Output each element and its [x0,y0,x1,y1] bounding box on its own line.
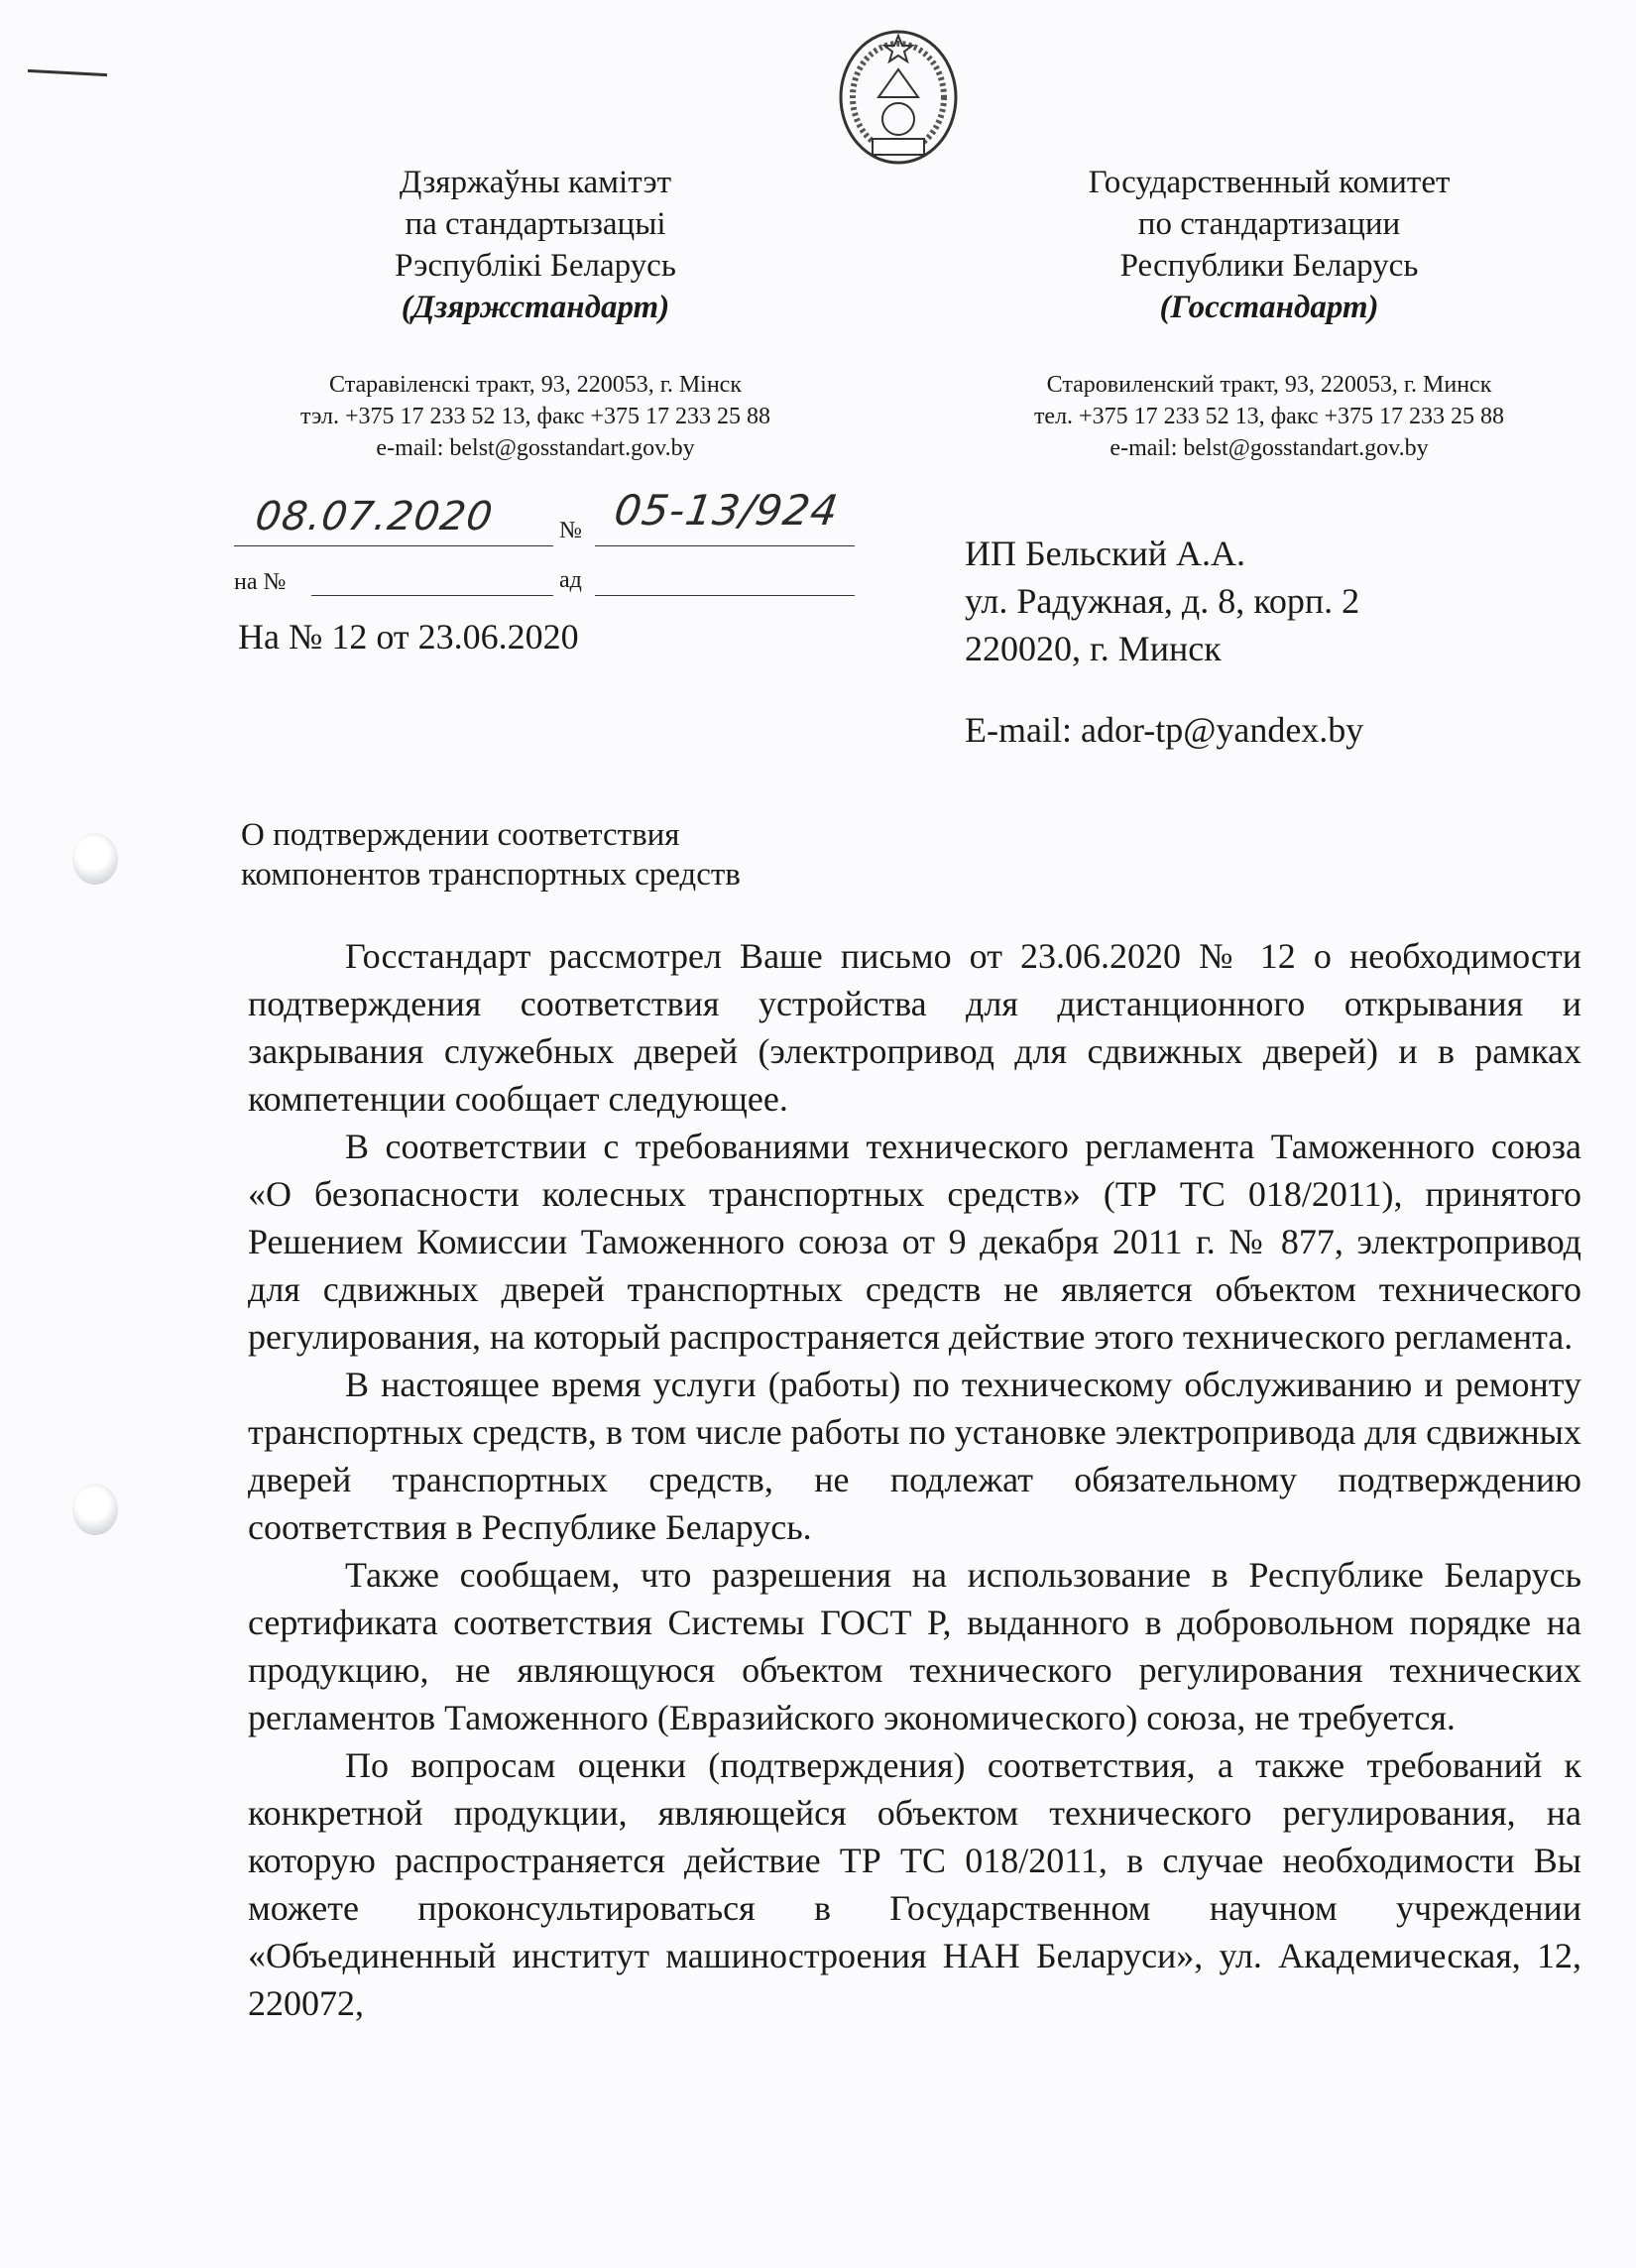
address-line: Старавіленскі тракт, 93, 220053, г. Мінск [329,372,742,398]
subject-line: О подтверждении соответствия [241,817,680,853]
number-label: № [559,518,582,543]
ref-date-field [595,567,855,596]
org-name-line: Государственный комитет [1088,165,1451,200]
address-line: Старовиленский тракт, 93, 220053, г. Минск [1046,372,1492,398]
paragraph: По вопросам оценки (подтверждения) соответствия, а также требований к конкретной продукции, являющейся объектом технического регулирования, на которую распространяется действие ТР ТС 018/2011, в случае необходимости Вы можете проконсультироваться в Государственном научном учреждении «Объединенный институт машиностроения НАН Беларуси», ул. Академическая, 12, 220072, [248,1745,1581,2023]
paragraph: В настоящее время услуги (работы) по техническому обслуживанию и ремонту транспортных средств, в том числе работы по установке электропривода для сдвижных дверей транспортных средств, не подлежат обязательному подтверждению соответствия в Республике Беларусь. [248,1365,1581,1547]
org-name-line: Дзяржаўны камітэт [399,165,672,200]
punch-hole [72,1484,118,1535]
paragraph: Также сообщаем, что разрешения на использование в Республике Беларусь сертификата соответствия Системы ГОСТ Р, выданного в добровольном порядке на продукцию, не являющуюся объектом технического регулирования технических регламентов Таможенного (Евразийского экономического) союза, не требуется. [248,1555,1581,1737]
recipient-email: E-mail: ador-tp@yandex.by [965,710,1364,750]
recipient-block [965,530,1363,754]
ref-number-label: на № [234,569,287,595]
letter-body [248,932,1581,2027]
header-russian [1031,162,1507,328]
address-belarusian [218,369,853,464]
ref-date-label: ад [559,567,582,593]
org-name-line: по стандартизации [1137,206,1401,242]
org-short-name: (Дзяржстандарт) [401,290,670,325]
recipient-name: ИП Бельский А.А. [965,534,1246,573]
date-field [234,494,553,546]
punch-hole [72,833,118,885]
recipient-city: 220020, г. Минск [965,629,1222,668]
paragraph: Госстандарт рассмотрел Ваше письмо от 23.06.2020 № 12 о необходимости подтверждения соответствия устройства для дистанционного открывания и закрывания служебных дверей (электропривод для сдвижных дверей) и в рамках компетенции сообщает следующее. [248,936,1581,1119]
ref-number-field [311,567,553,596]
handwritten-number: 05-13/924 [611,486,842,535]
subject [241,815,741,895]
email-line: e-mail: belst@gosstandart.gov.by [1110,435,1429,461]
phone-line: тэл. +375 17 233 52 13, факс +375 17 233 25 88 [300,404,770,429]
reply-reference: На № 12 от 23.06.2020 [238,617,579,657]
handwritten-date: 08.07.2020 [252,494,497,539]
org-name-line: па стандартызацыі [405,206,666,242]
subject-line: компонентов транспортных средств [241,857,741,893]
paragraph: В соответствии с требованиями технического регламента Таможенного союза «О безопасности колесных транспортных средств» (ТР ТС 018/2011), принятого Решением Комиссии Таможенного союза от 9 декабря 2011 г. № 877, электропривод для сдвижных дверей транспортных средств не является объектом технического регулирования, на который распространяется действие этого технического регламента. [248,1127,1581,1357]
recipient-street: ул. Радужная, д. 8, корп. 2 [965,581,1360,621]
org-short-name: (Госстандарт) [1159,290,1379,325]
phone-line: тел. +375 17 233 52 13, факс +375 17 233 25 88 [1033,404,1505,429]
org-name-line: Рэспублікі Беларусь [395,248,676,284]
address-russian [952,369,1586,464]
pen-mark [28,69,107,76]
number-field [595,486,855,546]
org-name-line: Республики Беларусь [1119,248,1419,284]
emblem-icon [835,28,962,167]
email-line: e-mail: belst@gosstandart.gov.by [376,435,695,461]
header-belarusian [297,162,773,328]
